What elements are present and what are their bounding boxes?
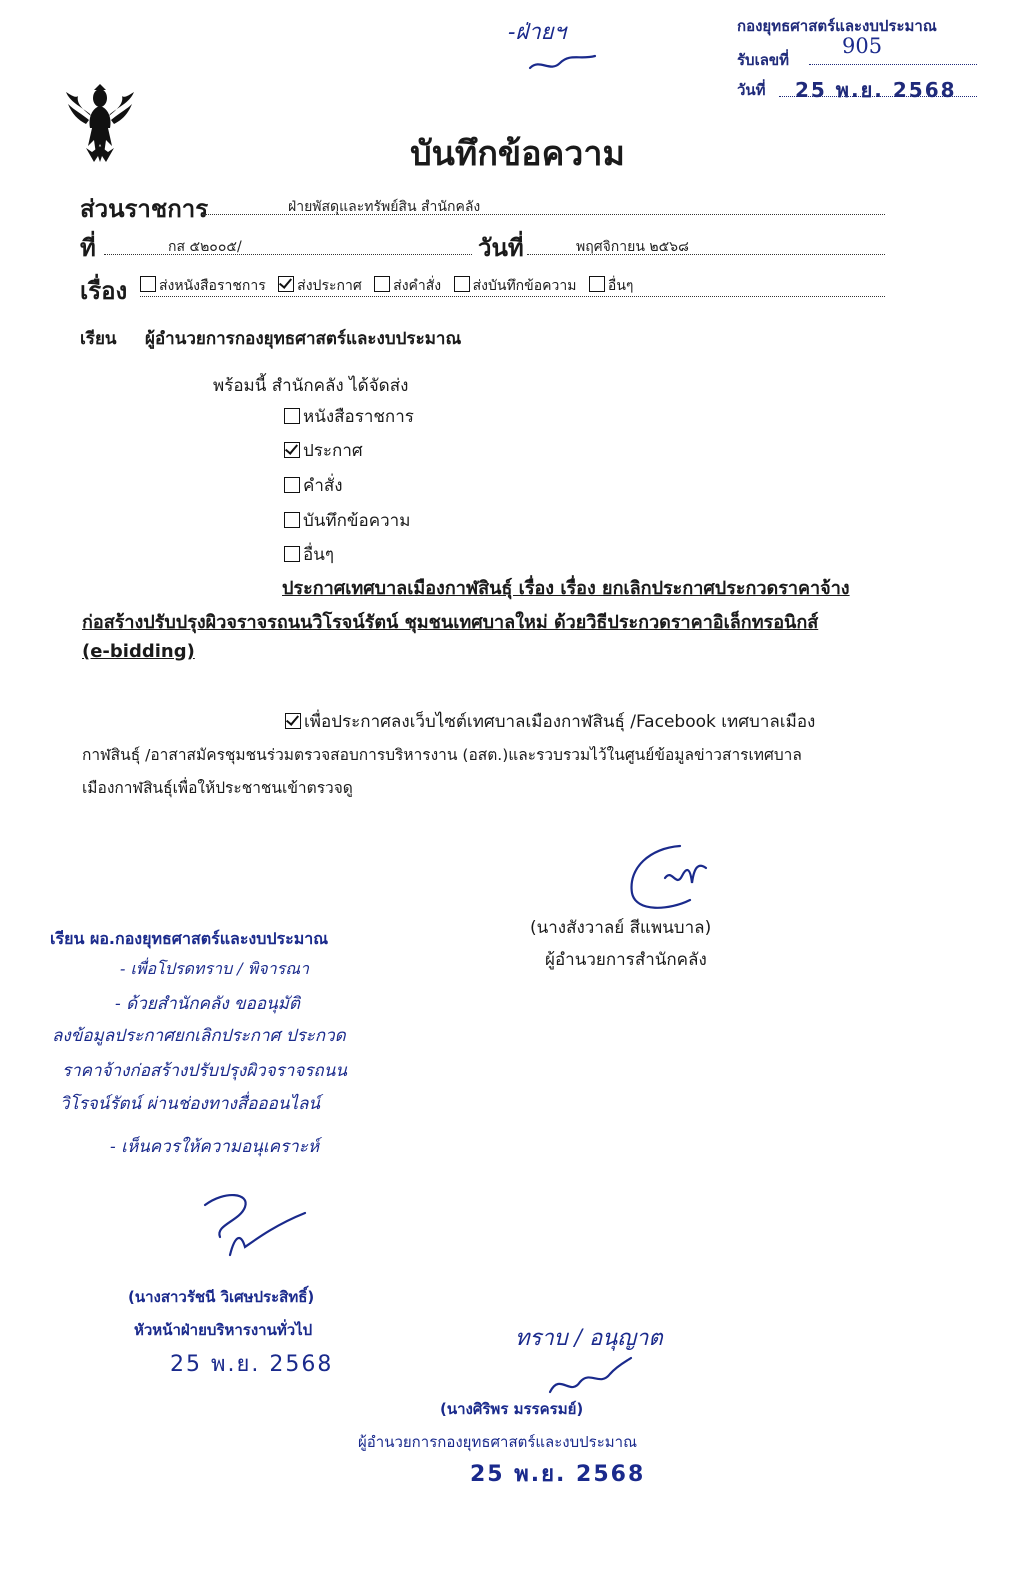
- stamp-date: 25 พ.ย. 2568: [795, 78, 957, 102]
- checkbox-icon: [284, 408, 300, 424]
- checkbox-icon: [284, 512, 300, 528]
- dept-label: ส่วนราชการ: [80, 195, 209, 223]
- handnote-line-5: วิโรจน์รัตน์ ผ่านช่องทางสื่อออนไลน์: [60, 1094, 321, 1114]
- subject-option-3[interactable]: ส่งคำสั่ง: [374, 278, 441, 294]
- checkbox-checked-icon: [284, 442, 300, 458]
- signature-3: [545, 1352, 635, 1402]
- item-5[interactable]: อื่นๆ: [284, 541, 334, 568]
- handnote-sign-title: หัวหน้าฝ่ายบริหารงานทั่วไป: [134, 1321, 313, 1339]
- announcement-line-1: ประกาศเทศบาลเมืองกาฬสินธุ์ เรื่อง เรื่อง ยกเลิกประกาศประกวดราคาจ้าง: [282, 578, 850, 599]
- date-label: วันที่: [478, 234, 524, 262]
- subject-option-5[interactable]: อื่นๆ: [589, 278, 634, 294]
- purpose-line-3: เมืองกาฬสินธุ์เพื่อให้ประชาชนเข้าตรวจดู: [82, 779, 353, 797]
- checkbox-icon: [454, 276, 470, 292]
- document-title: บันทึกข้อความ: [410, 134, 625, 174]
- purpose-line-1: เพื่อประกาศลงเว็บไซต์เทศบาลเมืองกาฬสินธุ์ /Facebook เทศบาลเมือง: [285, 708, 815, 735]
- purpose-line-2: กาฬสินธุ์ /อาสาสมัครชุมชนร่วมตรวจสอบการบริหารงาน (อสต.)และรวบรวมไว้ในศูนย์ข้อมูลข่าวสารเทศบาล: [82, 746, 802, 764]
- final-name: (นางศิริพร มรรครมย์): [440, 1400, 584, 1418]
- sign1-title: ผู้อำนวยการสำนักคลัง: [545, 950, 707, 970]
- handnote-sign-date: 25 พ.ย. 2568: [170, 1352, 334, 1377]
- to-label: เรียน: [80, 329, 117, 349]
- stamp-date-label: วันที่: [737, 81, 766, 99]
- checkbox-icon: [284, 546, 300, 562]
- stamp-rec-no: 905: [842, 34, 883, 58]
- no-value: กส ๕๒๐๐๕/: [168, 239, 242, 255]
- subject-label: เรื่อง: [80, 277, 128, 305]
- checkbox-icon: [284, 477, 300, 493]
- handnote-line-4: ราคาจ้างก่อสร้างปรับปรุงผิวจราจรถนน: [62, 1061, 347, 1081]
- final-note: ทราบ / อนุญาต: [515, 1326, 663, 1351]
- announcement-line-3: (e-bidding): [82, 641, 195, 662]
- handnote-line-1: - เพื่อโปรดทราบ / พิจารณา: [120, 959, 310, 978]
- checkbox-checked-icon: [285, 713, 301, 729]
- item-2[interactable]: ประกาศ: [284, 437, 363, 464]
- handnote-to: เรียน ผอ.กองยุทธศาสตร์และงบประมาณ: [50, 929, 329, 948]
- no-label: ที่: [80, 234, 96, 262]
- handnote-sign-name: (นางสาวรัชนี วิเศษประสิทธิ์): [128, 1288, 315, 1306]
- top-handwritten-note: -ฝ่ายฯ: [508, 20, 566, 45]
- checkbox-checked-icon: [278, 276, 294, 292]
- final-date: 25 พ.ย. 2568: [470, 1462, 646, 1487]
- final-title: ผู้อำนวยการกองยุทธศาสตร์และงบประมาณ: [358, 1433, 638, 1451]
- to-value: ผู้อำนวยการกองยุทธศาสตร์และงบประมาณ: [145, 329, 462, 349]
- date-value: พฤศจิกายน ๒๕๖๘: [576, 239, 689, 255]
- announcement-line-2: ก่อสร้างปรับปรุงผิวจราจรถนนวิโรจน์รัตน์ ชุมชนเทศบาลใหม่ ด้วยวิธีประกวดราคาอิเล็กทรอนิกส์: [82, 612, 819, 633]
- checkbox-icon: [374, 276, 390, 292]
- signature-1: [610, 838, 720, 918]
- subject-option-1[interactable]: ส่งหนังสือราชการ: [140, 278, 266, 294]
- item-3[interactable]: คำสั่ง: [284, 472, 343, 499]
- handnote-line-6: - เห็นควรให้ความอนุเคราะห์: [110, 1137, 320, 1157]
- subject-options: [140, 275, 633, 297]
- top-scribble: [525, 48, 605, 78]
- receipt-stamp: [737, 10, 987, 102]
- item-4[interactable]: บันทึกข้อความ: [284, 507, 410, 534]
- stamp-org: กองยุทธศาสตร์และงบประมาณ: [737, 17, 937, 35]
- checkbox-icon: [140, 276, 156, 292]
- dept-value: ฝ่ายพัสดุและทรัพย์สิน สำนักคลัง: [288, 199, 481, 215]
- subject-option-4[interactable]: ส่งบันทึกข้อความ: [454, 278, 577, 294]
- no-dotted-line: [104, 254, 472, 255]
- intro-text: พร้อมนี้ สำนักคลัง ได้จัดส่ง: [213, 376, 409, 396]
- checkbox-icon: [589, 276, 605, 292]
- sign1-name: (นางสังวาลย์ สีแพนบาล): [530, 918, 712, 938]
- stamp-rec-label: รับเลขที่: [737, 51, 790, 69]
- handnote-line-3: ลงข้อมูลประกาศยกเลิกประกาศ ประกวด: [52, 1026, 346, 1046]
- handnote-line-2: - ด้วยสำนักคลัง ขออนุมัติ: [115, 994, 300, 1014]
- subject-option-2[interactable]: ส่งประกาศ: [278, 278, 362, 294]
- signature-2: [195, 1185, 315, 1265]
- item-1[interactable]: หนังสือราชการ: [284, 403, 414, 430]
